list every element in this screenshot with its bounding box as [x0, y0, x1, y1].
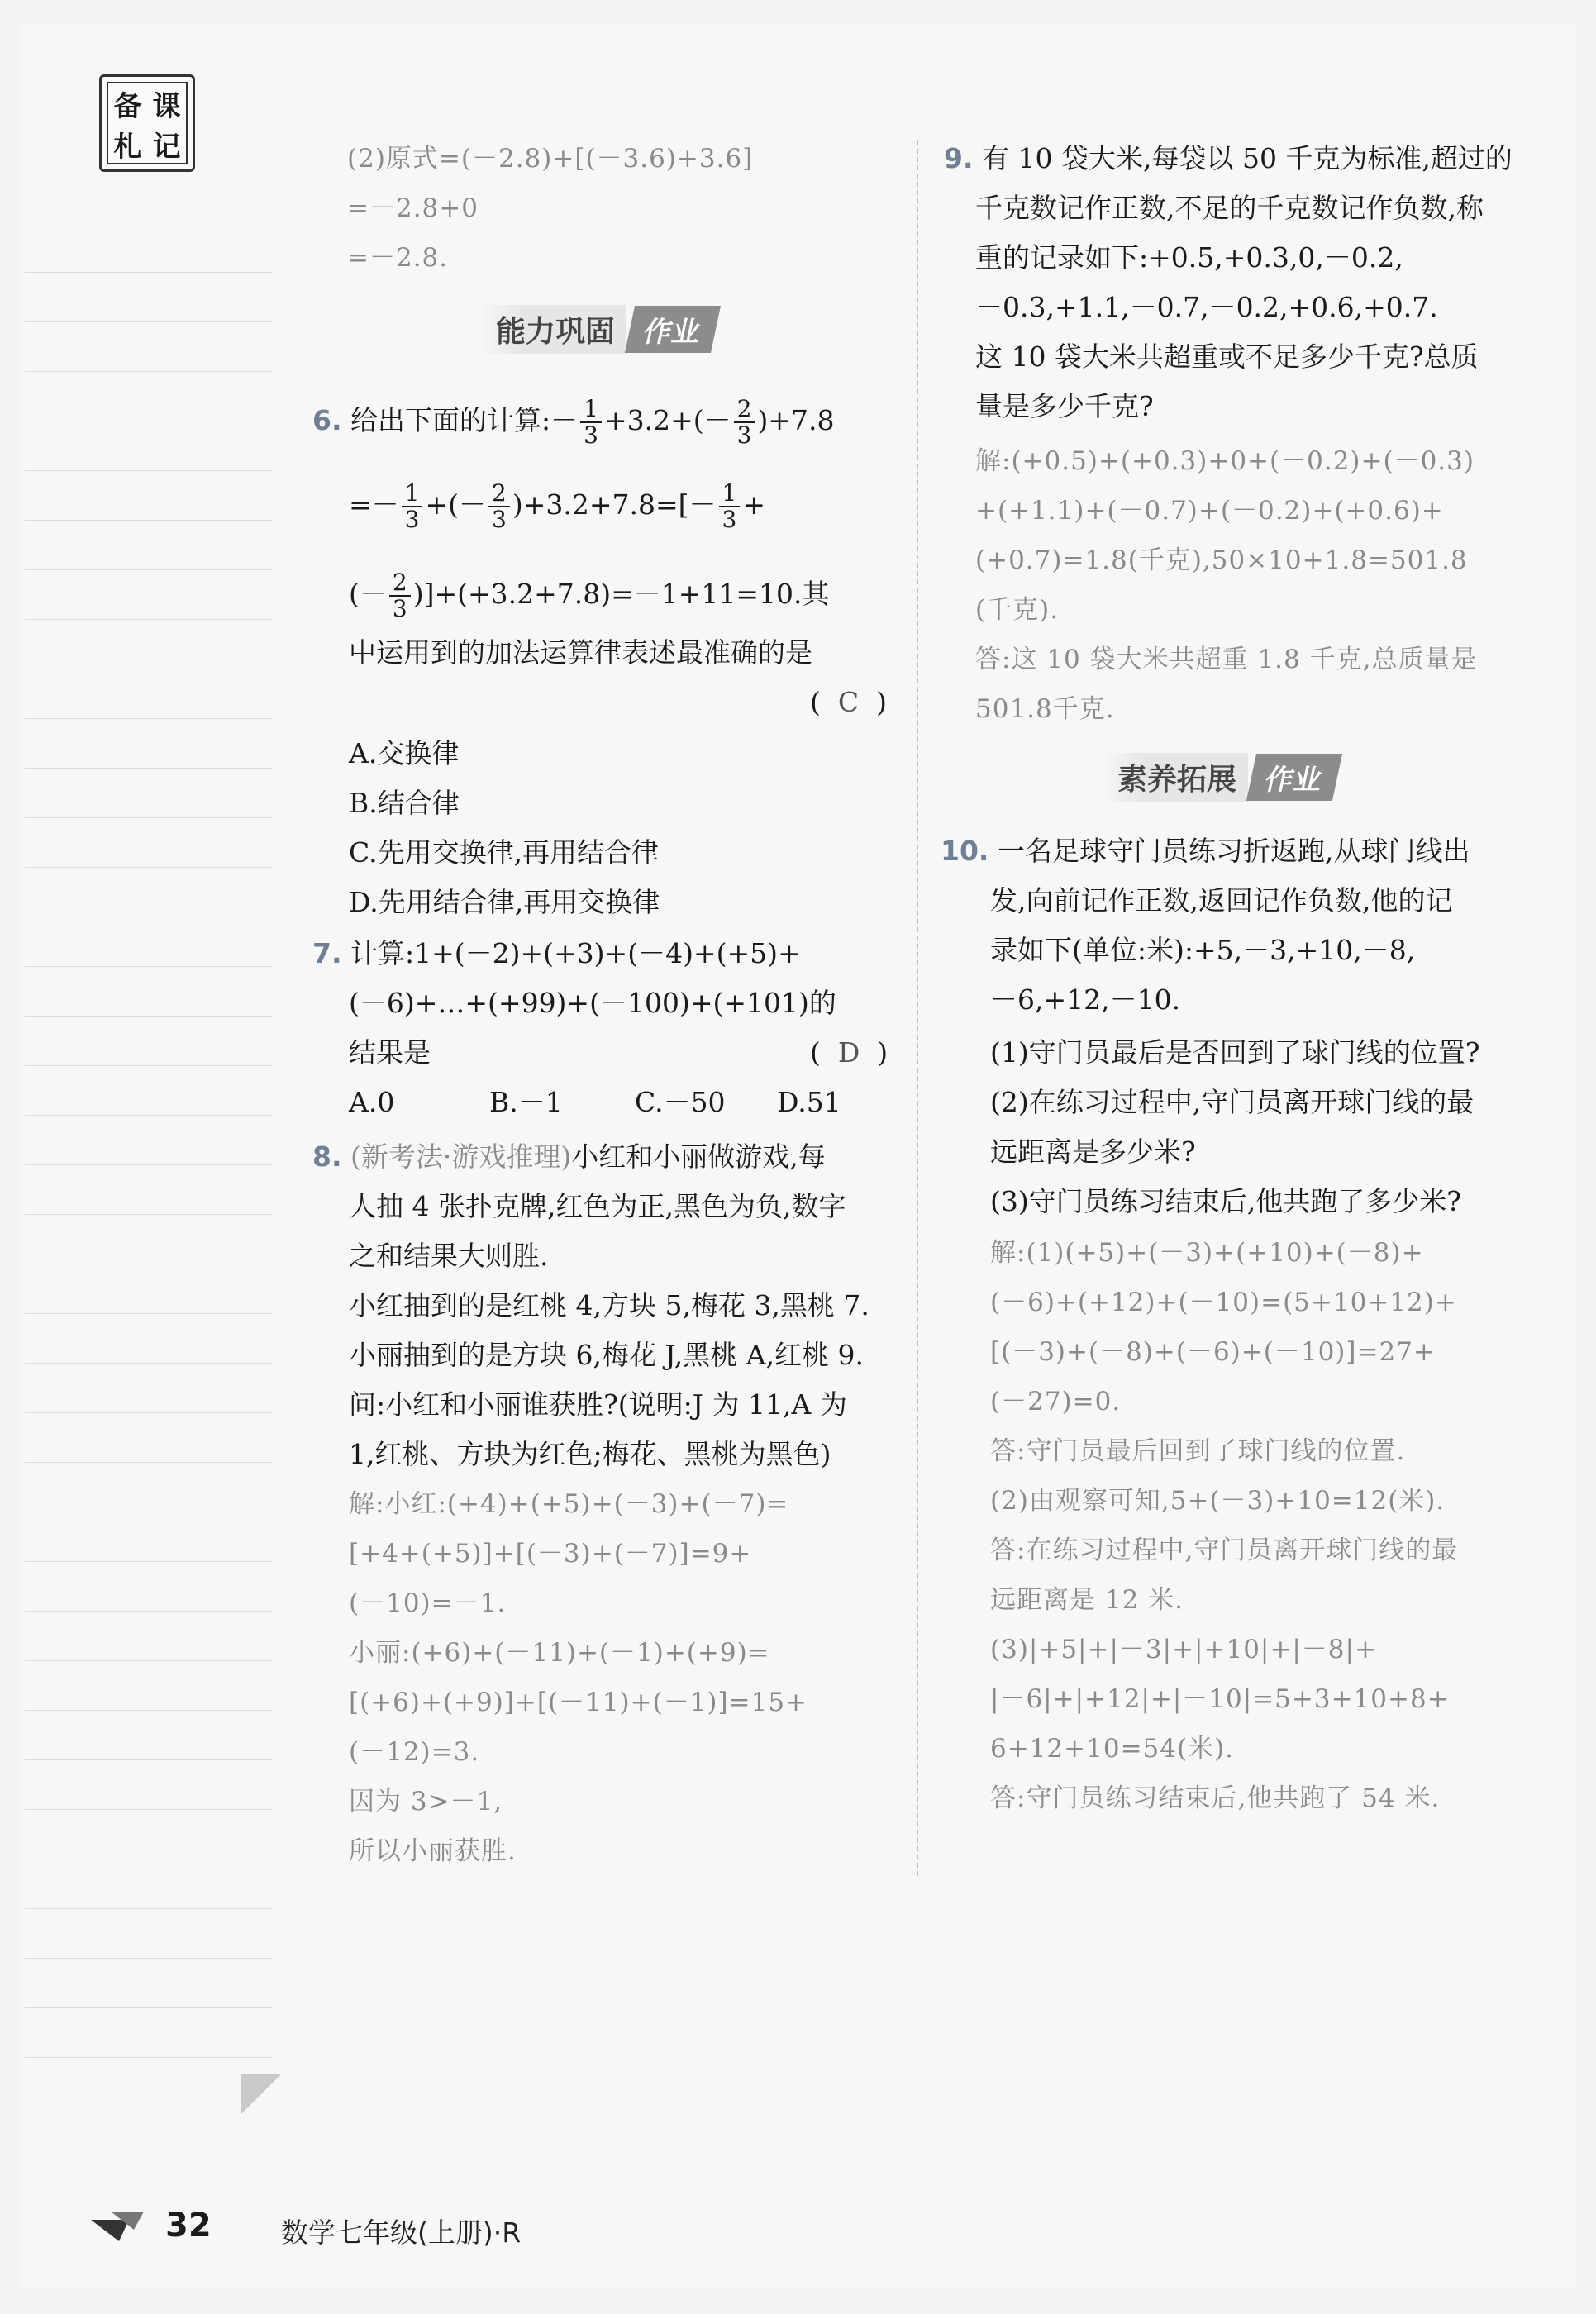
q8-solution-line: [+4+(+5)]+[(－3)+(－7)]=9+ [349, 1539, 752, 1569]
q7-option: B.－1 [489, 1086, 563, 1118]
q8-line [312, 1140, 826, 1174]
q9-solution-line: (千克). [975, 595, 1060, 625]
q7-answer: D [837, 1036, 860, 1069]
q6-text: )]+(+3.2+7.8)=－1+11=10.其 [412, 578, 830, 610]
q7-option: D.51 [777, 1086, 841, 1118]
q10-solution-line: 解:(1)(+5)+(－3)+(+10)+(－8)+ [990, 1238, 1424, 1268]
q9-solution-line: 答:这 10 袋大米共超重 1.8 千克,总质量是 [975, 645, 1478, 674]
banner-title: 素养拓展 [1101, 753, 1248, 802]
q6-text: (－ [349, 578, 387, 610]
q10-solution-line: 答:守门员练习结束后,他共跑了 54 米. [990, 1783, 1441, 1813]
q6-text: +(－ [425, 488, 487, 521]
q9-line: 重的记录如下:+0.5,+0.3,0,－0.2, [975, 241, 1403, 274]
fraction: $\frac{2}{3}$ [389, 570, 411, 621]
q6-text: 给出下面的计算:－ [350, 404, 579, 436]
fraction: $\frac{2}{3}$ [488, 481, 510, 532]
q6-option: D.先用结合律,再用交换律 [349, 886, 660, 918]
q6-text: )+7.8 [757, 404, 835, 436]
logo-char: 备 [113, 90, 142, 123]
q9-solution-line: 解:(+0.5)+(+0.3)+0+(－0.2)+(－0.3) [975, 446, 1475, 476]
q9-line: 千克数记作正数,不足的千克数记作负数,称 [975, 192, 1484, 224]
q8-line: 之和结果大则胜. [349, 1240, 549, 1272]
q7-option: A.0 [349, 1086, 395, 1118]
q6-line-2 [349, 481, 765, 532]
q6-line-4: 中运用到的加法运算律表述最准确的是 [349, 636, 812, 669]
q6-text: )+3.2+7.8=[－ [512, 488, 717, 521]
q8-solution-line: 所以小丽获胜. [349, 1836, 517, 1866]
q7-option: C.－50 [635, 1086, 726, 1118]
q8-solution-line: 因为 3>－1, [349, 1787, 503, 1816]
q10-solution-line: |－6|+|+12|+|－10|=5+3+10+8+ [990, 1684, 1450, 1714]
question-number: 9. [944, 142, 974, 174]
q7-text: 计算:1+(－2)+(+3)+(－4)+(+5)+ [350, 937, 801, 969]
q7-answer-paren: ( D ) [810, 1036, 889, 1069]
q8-solution-line: 小丽:(+6)+(－11)+(－1)+(+9)= [349, 1638, 770, 1668]
q10-solution-line: (－6)+(+12)+(－10)=(5+10+12)+ [990, 1288, 1457, 1317]
section-banner-ability [479, 306, 716, 352]
q7-line: 结果是 [349, 1036, 431, 1069]
q6-text: +3.2+(－ [603, 404, 731, 436]
q6-answer: C [837, 686, 860, 718]
q10-line: (3)守门员练习结束后,他共跑了多少米? [990, 1185, 1461, 1217]
page-number: 32 [165, 2207, 212, 2245]
q10-line: 录如下(单位:米):+5,－3,+10,－8, [990, 934, 1416, 966]
q9-solution-line: (+0.7)=1.8(千克),50×10+1.8=501.8 [975, 545, 1468, 575]
q7-line: (－6)+…+(+99)+(－100)+(+101)的 [349, 987, 836, 1019]
banner-tag: 作业 [625, 306, 721, 353]
banner-tag: 作业 [1246, 754, 1342, 801]
q9-line: 这 10 袋大米共超重或不足多少千克?总质 [975, 340, 1479, 373]
q10-line: －6,+12,－10. [990, 983, 1181, 1016]
corner-triangle-icon [241, 2074, 281, 2114]
q6-option: A.交换律 [349, 737, 460, 769]
q6-text: + [742, 488, 765, 521]
q8-line: 小红抽到的是红桃 4,方块 5,梅花 3,黑桃 7. [349, 1289, 869, 1321]
q8-line: 小丽抽到的是方块 6,梅花 J,黑桃 A,红桃 9. [349, 1339, 865, 1371]
q5-solution-line: =－2.8. [347, 243, 449, 273]
q10-solution-line: (－27)=0. [990, 1387, 1122, 1416]
q9-line: －0.3,+1.1,－0.7,－0.2,+0.6,+0.7. [975, 291, 1438, 323]
q8-solution-line: 解:小红:(+4)+(+5)+(－3)+(－7)= [349, 1489, 789, 1519]
q5-solution-line: (2)原式=(－2.8)+[(－3.6)+3.6] [347, 144, 754, 174]
q10-line: (2)在练习过程中,守门员离开球门线的最 [990, 1086, 1475, 1118]
q10-solution-line: [(－3)+(－8)+(－6)+(－10)]=27+ [990, 1337, 1436, 1367]
q10-solution-line: 答:在练习过程中,守门员离开球门线的最 [990, 1536, 1459, 1565]
q10-solution-line: 6+12+10=54(米). [990, 1734, 1235, 1764]
q6-option: B.结合律 [349, 787, 460, 819]
book-title: 数学七年级(上册)·R [281, 2216, 522, 2249]
column-divider [917, 140, 918, 1876]
q8-solution-line: [(+6)+(+9)]+[(－11)+(－1)]=15+ [349, 1688, 808, 1717]
q8-solution-line: (－10)=－1. [349, 1588, 507, 1618]
question-number: 8. [312, 1140, 342, 1173]
notes-logo [99, 74, 195, 172]
question-number: 10. [941, 835, 989, 867]
logo-char: 课 [152, 90, 181, 123]
q10-line: (1)守门员最后是否回到了球门线的位置? [990, 1036, 1480, 1069]
q5-solution-line: =－2.8+0 [347, 193, 479, 223]
q10-line: 远距离是多少米? [990, 1136, 1196, 1168]
q6-answer-paren: ( C ) [810, 686, 887, 718]
q9-text: 有 10 袋大米,每袋以 50 千克为标准,超过的 [982, 142, 1513, 174]
fraction: $\frac{2}{3}$ [734, 397, 755, 448]
q10-line: 发,向前记作正数,返回记作负数,他的记 [990, 884, 1453, 917]
q10-solution-line: (2)由观察可知,5+(－3)+10=12(米). [990, 1486, 1446, 1516]
question-number: 7. [312, 937, 342, 969]
fraction: $\frac{1}{3}$ [580, 397, 602, 448]
question-tag: (新考法·游戏推理) [350, 1140, 572, 1173]
q8-text: 小红和小丽做游戏,每 [571, 1140, 826, 1173]
q10-solution-line: (3)|+5|+|－3|+|+10|+|－8|+ [990, 1635, 1377, 1664]
q8-line: 1,红桃、方块为红色;梅花、黑桃为黑色) [349, 1438, 831, 1470]
q6-line-1 [312, 397, 834, 448]
q9-solution-line: +(+1.1)+(－0.7)+(－0.2)+(+0.6)+ [975, 496, 1444, 526]
fraction: $\frac{1}{3}$ [402, 481, 423, 532]
q10-line [941, 835, 1470, 868]
q10-solution-line: 答:守门员最后回到了球门线的位置. [990, 1436, 1406, 1466]
q6-option: C.先用交换律,再用结合律 [349, 836, 660, 869]
question-number: 6. [312, 404, 342, 436]
q10-text: 一名足球守门员练习折返跑,从球门线出 [997, 835, 1470, 867]
fraction: $\frac{1}{3}$ [719, 481, 741, 532]
q8-line: 人抽 4 张扑克牌,红色为正,黑色为负,数字 [349, 1190, 846, 1222]
note-lines [25, 223, 273, 2083]
q8-line: 问:小红和小丽谁获胜?(说明:J 为 11,A 为 [349, 1388, 847, 1421]
arrow-decoration-icon [91, 2205, 149, 2243]
logo-char: 记 [152, 131, 181, 164]
banner-title: 能力巩固 [479, 305, 626, 354]
q8-solution-line: (－12)=3. [349, 1737, 480, 1767]
q6-text: =－ [349, 488, 399, 521]
q10-solution-line: 远距离是 12 米. [990, 1585, 1184, 1615]
section-banner-extension [1101, 754, 1337, 800]
q7-line [312, 937, 801, 970]
q6-line-3 [349, 570, 830, 621]
q9-solution-line: 501.8千克. [975, 694, 1115, 724]
logo-char: 札 [113, 131, 142, 164]
q9-line [944, 142, 1513, 175]
q9-line: 量是多少千克? [975, 390, 1154, 422]
